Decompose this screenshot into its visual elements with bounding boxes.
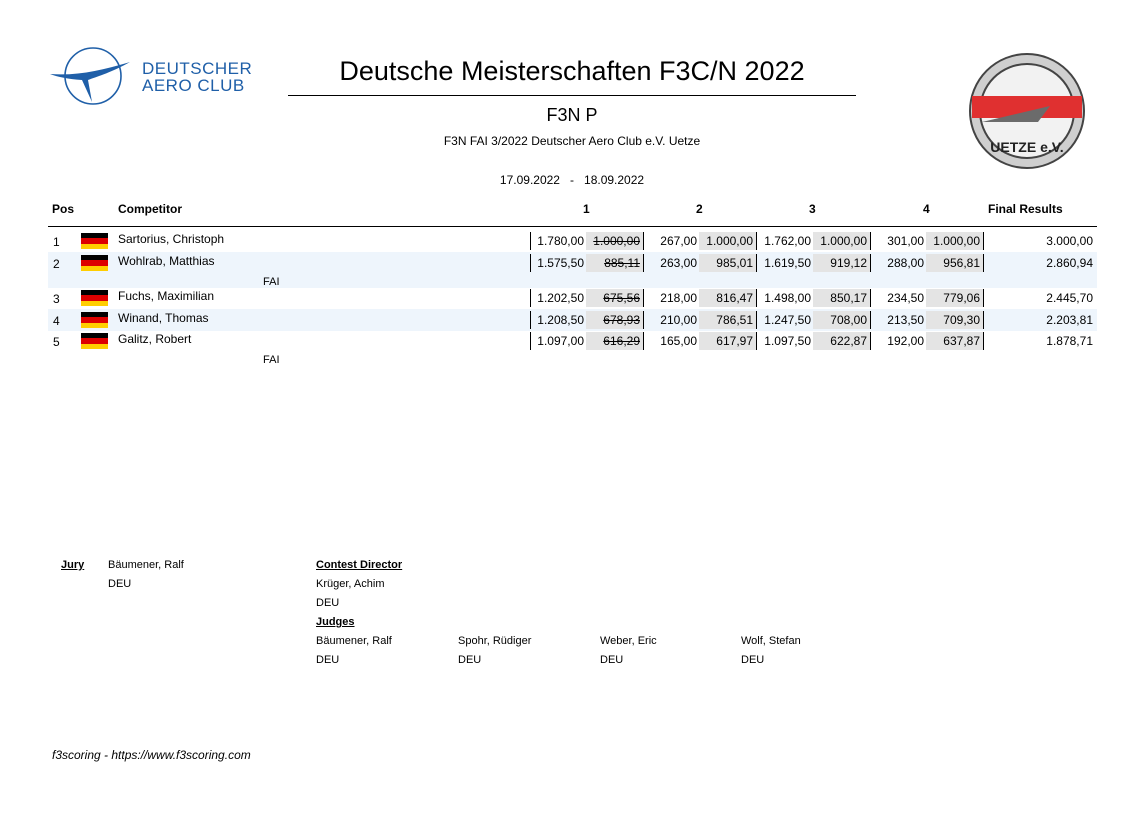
competitor-name: Sartorius, Christoph [118,232,225,246]
svg-text:UETZE e.V.: UETZE e.V. [990,139,1064,155]
final-result: 2.203,81 [1046,313,1093,327]
competitor-name: Fuchs, Maximilian [118,289,215,303]
col-header-round-1: 1 [583,202,590,216]
position: 3 [53,292,60,306]
round-4-raw: 234,50 [887,291,924,305]
table-row [48,287,1097,309]
position: 5 [53,335,60,349]
round-1-score: 675,56 [586,289,644,307]
fai-label: FAI [263,276,280,288]
round-1-raw: 1.575,50 [530,254,586,272]
round-1-score: 616,29 [586,332,644,350]
position: 4 [53,314,60,328]
class-subtitle: F3N P [546,105,598,125]
event-dates: 17.09.2022 - 18.09.2022 [499,173,645,187]
fai-label: FAI [263,354,280,366]
club-uetze-logo [968,52,1086,170]
round-1-score: 885,11 [586,254,644,272]
col-header-pos: Pos [52,202,75,216]
table-row [48,230,1097,252]
round-1-raw: 1.208,50 [530,311,586,329]
germany-flag-icon [81,290,108,306]
title-underline [288,95,856,96]
round-3-raw: 1.762,00 [764,234,811,248]
germany-flag-icon [81,233,108,249]
table-row [48,330,1097,352]
contest-director-country: DEU [316,597,340,609]
round-1-score: 1.000,00 [586,232,644,250]
round-3-raw: 1.247,50 [764,313,811,327]
position: 2 [53,257,60,271]
round-2-score: 786,51 [699,311,757,329]
round-3-raw: 1.619,50 [764,256,811,270]
round-1-raw: 1.780,00 [530,232,586,250]
position: 1 [53,235,60,249]
jury-country: DEU [108,578,132,590]
round-2-raw: 210,00 [660,313,697,327]
competitor-name: Winand, Thomas [118,311,209,325]
round-1-raw: 1.202,50 [530,289,586,307]
round-2-raw: 165,00 [660,334,697,348]
judge-name: Wolf, Stefan [741,635,801,647]
judge-country: DEU [741,654,765,666]
round-4-score: 637,87 [926,332,984,350]
round-2-raw: 267,00 [660,234,697,248]
header-divider [48,226,1097,227]
round-3-score: 1.000,00 [813,232,871,250]
round-4-score: 709,30 [926,311,984,329]
final-result: 2.445,70 [1046,291,1093,305]
round-4-score: 1.000,00 [926,232,984,250]
judges-label: Judges [316,616,355,628]
round-1-raw: 1.097,00 [530,332,586,350]
round-3-score: 708,00 [813,311,871,329]
round-3-score: 622,87 [813,332,871,350]
col-header-competitor: Competitor [118,202,182,216]
round-2-score: 816,47 [699,289,757,307]
competitor-name: Galitz, Robert [118,332,192,346]
round-1-score: 678,93 [586,311,644,329]
contest-director-label: Contest Director [316,559,403,571]
round-3-score: 919,12 [813,254,871,272]
table-row [48,252,1097,274]
judge-country: DEU [316,654,340,666]
round-2-raw: 218,00 [660,291,697,305]
round-3-raw: 1.097,50 [764,334,811,348]
fai-row-stripe [48,274,1097,288]
round-4-score: 779,06 [926,289,984,307]
judge-name: Weber, Eric [600,635,657,647]
footer-credit: f3scoring - https://www.f3scoring.com [52,748,251,762]
col-header-round-3: 3 [809,202,816,216]
judge-country: DEU [600,654,624,666]
final-result: 1.878,71 [1046,334,1093,348]
col-header-final-results: Final Results [988,202,1063,216]
round-4-raw: 301,00 [887,234,924,248]
round-3-score: 850,17 [813,289,871,307]
germany-flag-icon [81,255,108,271]
jury-name: Bäumener, Ralf [108,559,184,571]
round-3-raw: 1.498,00 [764,291,811,305]
round-4-score: 956,81 [926,254,984,272]
round-4-raw: 288,00 [887,256,924,270]
judge-country: DEU [458,654,482,666]
judge-name: Spohr, Rüdiger [458,635,532,647]
col-header-round-4: 4 [923,202,930,216]
page-title: Deutsche Meisterschaften F3C/N 2022 [339,56,805,86]
round-2-score: 617,97 [699,332,757,350]
final-result: 2.860,94 [1046,256,1093,270]
dac-logo-text: DEUTSCHER AERO CLUB [142,59,253,95]
contest-director-name: Krüger, Achim [316,578,385,590]
round-2-raw: 263,00 [660,256,697,270]
col-header-round-2: 2 [696,202,703,216]
table-row [48,309,1097,331]
germany-flag-icon [81,333,108,349]
judge-name: Bäumener, Ralf [316,635,392,647]
event-name: F3N FAI 3/2022 Deutscher Aero Club e.V. Uetze [443,134,701,148]
round-2-score: 985,01 [699,254,757,272]
round-4-raw: 213,50 [887,313,924,327]
germany-flag-icon [81,312,108,328]
final-result: 3.000,00 [1046,234,1093,248]
round-2-score: 1.000,00 [699,232,757,250]
competitor-name: Wohlrab, Matthias [118,254,215,268]
round-4-raw: 192,00 [887,334,924,348]
jury-label: Jury [61,559,85,571]
